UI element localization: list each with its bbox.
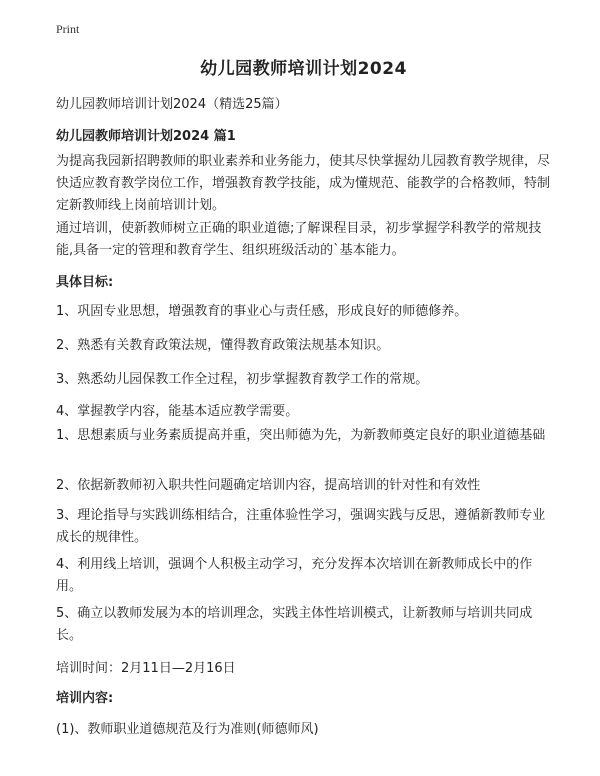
content-item: (1)、教师职业道德规范及行为准则(师德师风) xyxy=(56,722,319,737)
principle-item: 3、理论指导与实践训练相结合，注重体验性学习，强调实践与反思，遵循新教师专业成长的规律性。 xyxy=(56,508,546,545)
second-paragraph: 通过培训，使新教师树立正确的职业道德;了解课程目录，初步掌握学科教学的常规技能,具备一定的管理和教育学生、组织班级活动的`基本能力。 xyxy=(56,221,542,258)
intro-paragraph: 为提高我园新招聘教师的职业素养和业务能力，使其尽快掌握幼儿园教育教学规律，尽快适应教育教学岗位工作，增强教育教学技能，成为懂规范、能教学的合格教师，特制定新教师线上岗前培训计划。 xyxy=(56,154,551,213)
goal-item: 4、掌握教学内容，能基本适应教学需要。 xyxy=(56,404,299,419)
print-label: Print xyxy=(56,22,80,36)
principle-item: 4、利用线上培训，强调个人积极主动学习，充分发挥本次培训在新教师成长中的作用。 xyxy=(56,557,533,594)
goal-item: 1、巩固专业思想，增强教育的事业心与责任感，形成良好的师德修养。 xyxy=(56,304,468,319)
principle-item: 2、依据新教师初入职共性问题确定培训内容，提高培训的针对性和有效性 xyxy=(56,478,481,493)
goal-item: 2、熟悉有关教育政策法规，懂得教育政策法规基本知识。 xyxy=(56,338,390,353)
document-subtitle: 幼儿园教师培训计划2024（精选25篇） xyxy=(56,97,288,112)
page-title: 幼儿园教师培训计划2024 xyxy=(200,59,407,79)
training-time: 培训时间：2月11日—2月16日 xyxy=(56,661,236,676)
goal-item: 3、熟悉幼儿园保教工作全过程，初步掌握教育教学工作的常规。 xyxy=(56,372,429,387)
goals-label: 具体目标: xyxy=(56,275,114,290)
section-heading: 幼儿园教师培训计划2024 篇1 xyxy=(56,129,236,144)
principle-item: 1、思想素质与业务素质提高并重，突出师德为先，为新教师奠定良好的职业道德基础 xyxy=(56,428,546,443)
principle-item: 5、确立以教师发展为本的培训理念，实践主体性培训模式，让新教师与培训共同成长。 xyxy=(56,606,533,643)
content-label: 培训内容: xyxy=(56,691,114,706)
